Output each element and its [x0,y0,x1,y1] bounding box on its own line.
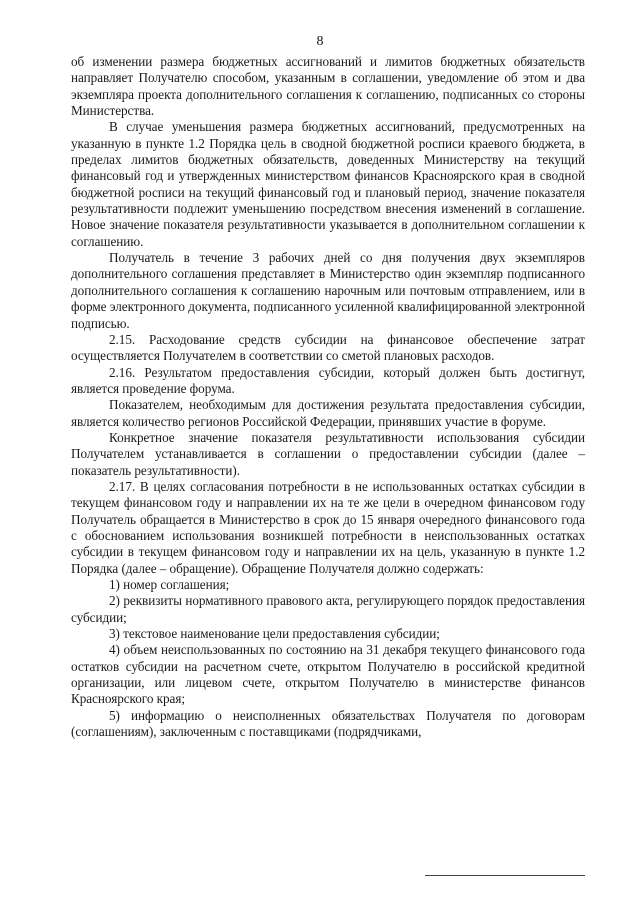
paragraph-continuation: об изменении размера бюджетных ассигнований и лимитов бюджетных обязательств направляет Получателю способом, указанным в соглашении, уведомление об этом и два экземпляра проекта дополнительного соглашения к соглашению, подписанных со стороны Министерства. [71,54,585,119]
list-item-3: 3) текстовое наименование цели предоставления субсидии; [109,626,440,642]
paragraph-indicator-value: Конкретное значение показателя результативности использования субсидии Получателем устанавливается в соглашении о предоставлении субсидии (далее – показатель результативности). [71,429,585,478]
list-item-5: 5) информацию о неисполненных обязательствах Получателя по договорам (соглашениям), заключенным с поставщиками (подрядчиками, [71,707,585,740]
paragraph-recipient-signing: Получатель в течение 3 рабочих дней со дня получения двух экземпляров дополнительного соглашения представляет в Министерство один экземпляр подписанного дополнительного соглашения к соглашению нарочным или почтовым отправлением, или в форме электронного документа, подписанного усиленной квалифицированной электронной подписью. [71,250,585,331]
paragraph-2-15: 2.15. Расходование средств субсидии на финансовое обеспечение затрат осуществляется Получателем в соответствии со сметой плановых расходов. [71,331,585,364]
paragraph-indicator: Показателем, необходимым для достижения результата предоставления субсидии, является количество регионов Российской Федерации, принявших участие в форуме. [71,397,585,429]
paragraph-2-16: 2.16. Результатом предоставления субсидии, который должен быть достигнут, является проведение форума. [71,364,585,396]
page-number: 8 [316,34,324,49]
document-body [71,54,585,740]
list-item-1: 1) номер соглашения; [109,577,230,592]
paragraph-reduction: В случае уменьшения размера бюджетных ассигнований, предусмотренных на указанную в пункте 1.2 Порядка цель в сводной бюджетной росписи краевого бюджета, в пределах лимитов бюджетных обязательств, доведенных Министерству на текущий финансовый год и утвержденных министерством финансов Красноярского края в сводной бюджетной росписи на текущий финансовый год и плановый период, значение показателя результативности подлежит уменьшению посредством внесения изменений в соглашение. Новое значение показателя результативности указывается в дополнительном соглашении к соглашению. [71,119,585,249]
paragraph-2-17: 2.17. В целях согласования потребности в не использованных остатках субсидии в текущем финансовом году и направлении их на те же цели в очередном финансовом году Получатель обращается в Министерство в срок до 15 января очередного финансового года с обоснованием использования возникшей потребности в неиспользованных остатках субсидии в текущем финансовом году и направлении их на цель, указанную в пункте 1.2 Порядка (далее – обращение). Обращение Получателя должно содержать: [71,478,585,576]
list-item-4: 4) объем неиспользованных по состоянию на 31 декабря текущего финансового года остатков субсидии на расчетном счете, открытом Получателю в российской кредитной организации, или лицевом счете, открытом Получателю в министерстве финансов Красноярского края; [71,642,585,707]
list-item-2: 2) реквизиты нормативного правового акта, регулирующего порядок предоставления субсидии; [71,593,585,625]
footer-divider [425,875,585,876]
